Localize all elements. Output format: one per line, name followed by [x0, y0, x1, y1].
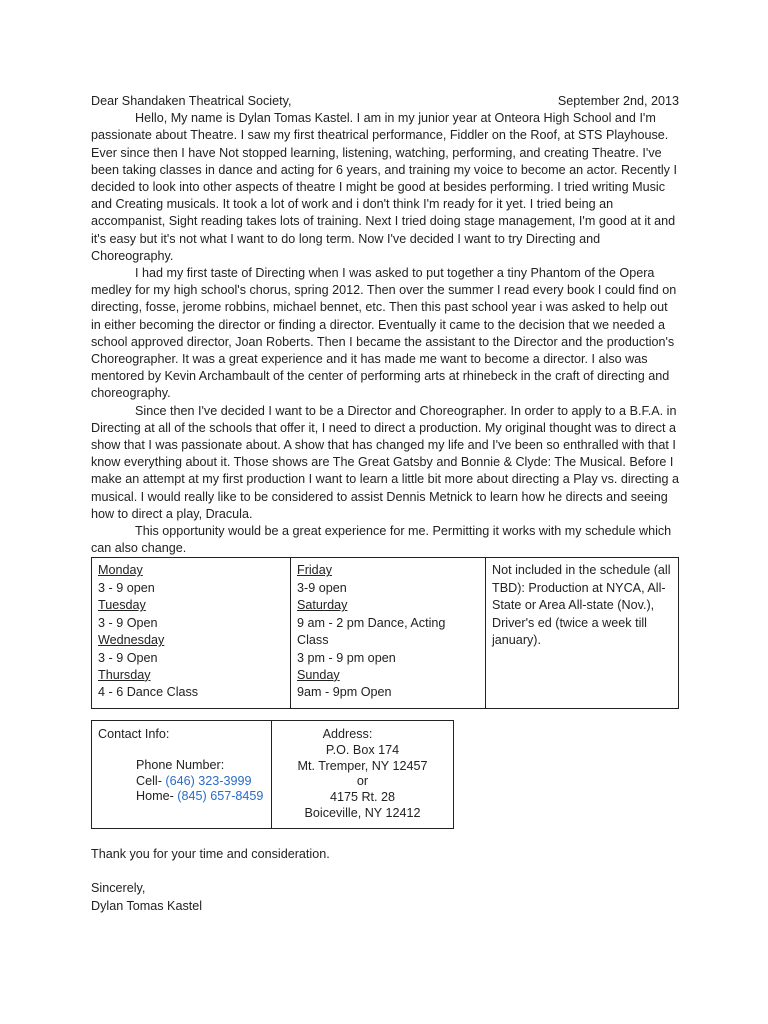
sunday-hours: 9am - 9pm Open: [297, 685, 392, 700]
cell-label: Cell-: [136, 773, 166, 788]
day-tuesday: Tuesday: [98, 598, 146, 613]
phone-label: Phone Number:: [136, 757, 225, 772]
cell-line: [98, 774, 265, 790]
address-po-box: P.O. Box 174: [325, 742, 400, 757]
closing-block: [91, 846, 330, 915]
address-city-1: Mt. Tremper, NY 12457: [297, 758, 428, 773]
letter-body: [91, 93, 679, 709]
paragraph-3: Since then I've decided I want to be a Director and Choreographer. In order to apply to a B.F.A. in Directing at all of the schools that offer it, I need to direct a production. My original thought was to direct a show that I was passionate about. A show that has changed my life and I've been so enthralled with that I know everything about it. Those shows are The Great Gatsby and Bonnie & Clyde: The Musical. Before I make an attempt at my first production I want to learn a little bit more about directing a Play vs. directing a musical. I would really like to be considered to assist Dennis Metnick to learn how he directs and seeing how to direct a play, Dracula.: [91, 403, 679, 521]
home-phone-link[interactable]: (845) 657-8459: [177, 789, 264, 804]
schedule-col-notes: [486, 558, 679, 708]
saturday-hours-1: 9 am - 2 pm Dance, Acting Class: [297, 615, 446, 648]
monday-hours: 3 - 9 open: [98, 580, 155, 595]
address-street: 4175 Rt. 28: [329, 790, 396, 805]
letter-date: September 2nd, 2013: [557, 94, 679, 108]
day-wednesday: Wednesday: [98, 633, 165, 648]
contact-box: [91, 720, 454, 829]
contact-title: Contact Info:: [98, 727, 170, 741]
friday-hours: 3-9 open: [297, 580, 347, 595]
day-thursday: Thursday: [98, 667, 151, 682]
schedule-col-weekdays: [92, 558, 291, 708]
cell-phone-link[interactable]: (646) 323-3999: [165, 773, 252, 788]
not-included-note: Not included in the schedule (all TBD): Production at NYCA, All-State or Area All-state (Nov.), Driver's ed (twice a week till january).: [492, 563, 671, 648]
signature-name: Dylan Tomas Kastel: [91, 898, 203, 913]
thanks-line: Thank you for your time and consideration.: [91, 847, 330, 861]
address-cell: [272, 721, 453, 828]
day-monday: Monday: [98, 563, 143, 578]
contact-info-cell: [92, 721, 272, 828]
saturday-hours-2: 3 pm - 9 pm open: [297, 650, 396, 665]
sincerely-line: Sincerely,: [91, 881, 146, 896]
greeting-line: [91, 93, 679, 110]
paragraph-1: Hello, My name is Dylan Tomas Kastel. I am in my junior year at Onteora High School and I'm passionate about Theatre. I saw my first theatrical performance, Fiddler on the Roof, at STS Playhouse. Ever since then I have Not stopped learning, listening, watching, performing, and creating Theatre. I've been taking classes in dance and acting for 6 years, and training my voice to become an actor. Recently I decided to look into other aspects of theatre I might be good at besides performing. I tried writing Music and Creating musicals. It took a lot of work and i don't think I'm ready for it yet. I tried being an accompanist, Sight reading takes lots of training. Next I tried doing stage management, I'm good at it and it's easy but it's not what I want to do long term. Now I've decided I want to try Directing and Choreography.: [91, 111, 677, 263]
address-label: Address:: [322, 727, 373, 741]
home-line: [98, 789, 265, 805]
salutation: Dear Shandaken Theatrical Society,: [91, 94, 292, 108]
paragraph-4: This opportunity would be a great experience for me. Permitting it works with my schedule which can also change.: [91, 524, 672, 556]
day-sunday: Sunday: [297, 667, 340, 682]
wednesday-hours: 3 - 9 Open: [98, 650, 158, 665]
paragraph-2: I had my first taste of Directing when I was asked to put together a tiny Phantom of the Opera medley for my high school's chorus, spring 2012. Then over the summer I read every book I could find on directing, fosse, jerome robbins, michael bennet, etc. Then this past school year i was asked to help out in either becoming the director or finding a director. Eventually it came to the decision that we needed a school approved director, Joan Roberts. Then I became the assistant to the Director and the production's Choreographer. It was a great experience and it has made me want to become a director. I also was mentored by Kevin Archambault of the center of performing arts at rhinebeck in the craft of directing and choreography.: [91, 266, 677, 401]
thursday-hours: 4 - 6 Dance Class: [98, 685, 199, 700]
schedule-col-weekend: [291, 558, 486, 708]
address-or: or: [356, 774, 369, 789]
home-label: Home-: [136, 789, 178, 804]
day-friday: Friday: [297, 563, 332, 578]
tuesday-hours: 3 - 9 Open: [98, 615, 158, 630]
schedule-table: [91, 557, 679, 708]
address-city-2: Boiceville, NY 12412: [304, 805, 421, 820]
day-saturday: Saturday: [297, 598, 348, 613]
